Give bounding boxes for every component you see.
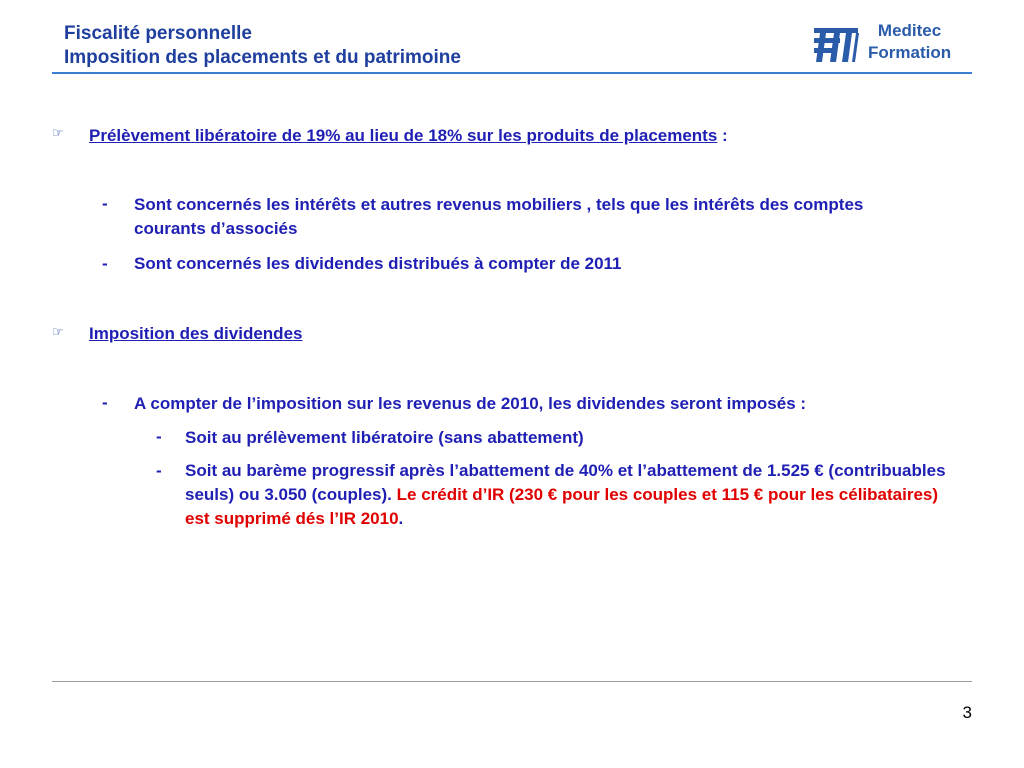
section-heading: [89, 124, 969, 148]
dash-bullet: -: [102, 194, 108, 213]
pointing-hand-icon: ☞: [52, 325, 64, 340]
section-heading: Imposition des dividendes: [89, 324, 303, 343]
title-line-2: Imposition des placements et du patrimoine: [64, 47, 461, 68]
logo-line-2: Formation: [868, 43, 952, 62]
pointing-hand-icon: ☞: [52, 126, 64, 141]
section-heading-suffix: :: [717, 126, 728, 145]
page-title: [64, 22, 461, 70]
dash-bullet: -: [156, 461, 162, 480]
sub-list-item: [185, 459, 957, 531]
sub-list-item-highlight: Le crédit d’IR (230 € pour les couples et 115 € pour les célibataires) est supprimé dés l’IR 2010: [185, 485, 939, 528]
header-divider: [52, 72, 972, 74]
dash-bullet: -: [102, 254, 108, 273]
list-item: A compter de l’imposition sur les revenus de 2010, les dividendes seront imposés :: [134, 394, 807, 413]
page-number: 3: [962, 703, 972, 722]
list-item: Sont concernés les dividendes distribués à compter de 2011: [134, 254, 622, 273]
footer-divider: [52, 681, 972, 682]
sub-list-item: Soit au prélèvement libératoire (sans abattement): [185, 428, 584, 447]
logo-text: [868, 20, 951, 64]
section-heading-text: Prélèvement libératoire de 19% au lieu de 18% sur les produits de placements: [89, 126, 718, 145]
sub-list-item-end: .: [398, 509, 404, 528]
dash-bullet: -: [102, 393, 108, 412]
sub-list-item-text: Soit au barème progressif après l’abattement de 40% et l’abattement de 1.525 € (contribuables seuls) ou 3.050 (couples).: [185, 461, 946, 504]
logo-line-1: Meditec: [877, 21, 942, 40]
logo: [812, 20, 972, 68]
dash-bullet: -: [156, 427, 162, 446]
title-line-1: Fiscalité personnelle: [64, 23, 252, 44]
meditec-logo-icon: [812, 22, 860, 64]
list-item: Sont concernés les intérêts et autres revenus mobiliers , tels que les intérêts des comptes courants d’associés: [134, 195, 864, 238]
